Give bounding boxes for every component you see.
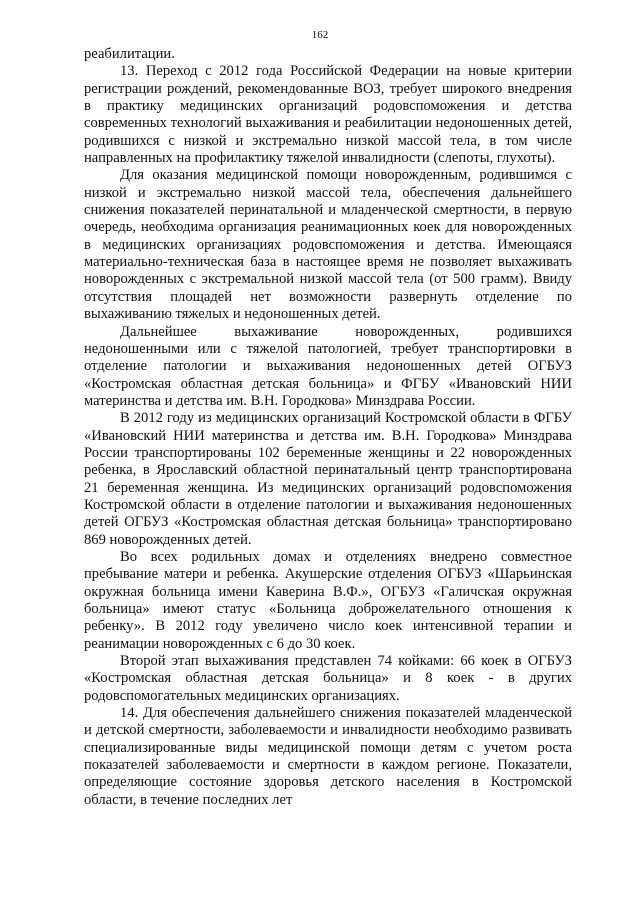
paragraph-13: 13. Переход с 2012 года Российской Федерации на новые критерии регистрации рождений, рекомендованные ВОЗ, требует широкого внедрения в практику медицинских организаций родовспоможения и детства современных технологий выхаживания и реабилитации недоношенных детей, родившихся с низкой и экстремально низкой массой тела, в том числе направленных на профилактику тяжелой инвалидности (слепоты, глухоты). <box>84 63 572 167</box>
paragraph-further-nursing: Дальнейшее выхаживание новорожденных, родившихся недоношенными или с тяжелой патологией, требует транспортировки в отделение патологии и выхаживания недоношенных детей ОГБУЗ «Костромская областная детская больница» и ФГБУ «Ивановский НИИ материнства и детства им. В.Н. Городкова» Минздрава России. <box>84 323 572 409</box>
paragraph-14: 14. Для обеспечения дальнейшего снижения показателей младенческой и детской смертности, заболеваемости и инвалидности необходимо развивать специализированные виды медицинской помощи детям с учетом роста показателей заболеваемости и смертности в каждом регионе. Показатели, определяющие состояние здоровья детского населения в Костромской области, в течение последних лет <box>84 705 572 808</box>
page-number: 162 <box>311 29 329 41</box>
body-text <box>84 46 572 809</box>
paragraph-2012-transport: В 2012 году из медицинских организаций Костромской области в ФГБУ «Ивановский НИИ материнства и детства им. В.Н. Городкова» Минздрава России транспортированы 102 беременные женщины и 22 новорожденных ребенка, в Ярославский областной перинатальный центр транспортирована 21 беременная женщина. Из медицинских организаций родовспоможения Костромской области в отделение патологии и выхаживания недоношенных детей ОГБУЗ «Костромская областная детская больница» транспортировано 869 новорожденных детей. <box>84 410 572 548</box>
paragraph-neonatal-care: Для оказания медицинской помощи новорожденным, родившимся с низкой и экстремально низкой массой тела, обеспечения дальнейшего снижения показателей перинатальной и младенческой смертности, в первую очередь, необходима организация реанимационных коек для новорожденных в медицинских организациях родовспоможения и детства. Имеющаяся материально-техническая база в настоящее время не позволяет выхаживать новорожденных с экстремальной низкой массой тела (от 500 грамм). Ввиду отсутствия площадей нет возможности развернуть отделение по выхаживанию тяжелых и недоношенных детей. <box>84 167 572 323</box>
paragraph-second-stage: Второй этап выхаживания представлен 74 койками: 66 коек в ОГБУЗ «Костромская областная детская больница» и 8 коек - в других родовспомогательных медицинских организациях. <box>84 653 572 704</box>
paragraph-maternity-homes: Во всех родильных домах и отделениях внедрено совместное пребывание матери и ребенка. Акушерские отделения ОГБУЗ «Шарьинская окружная больница имени Каверина В.Ф.», ОГБУЗ «Галичская окружная больница» имеют статус «Больница доброжелательного отношения к ребенку». В 2012 году увеличено число коек интенсивной терапии и реанимации новорожденных с 6 до 30 коек. <box>84 548 572 652</box>
paragraph-continuation: реабилитации. <box>84 46 175 62</box>
